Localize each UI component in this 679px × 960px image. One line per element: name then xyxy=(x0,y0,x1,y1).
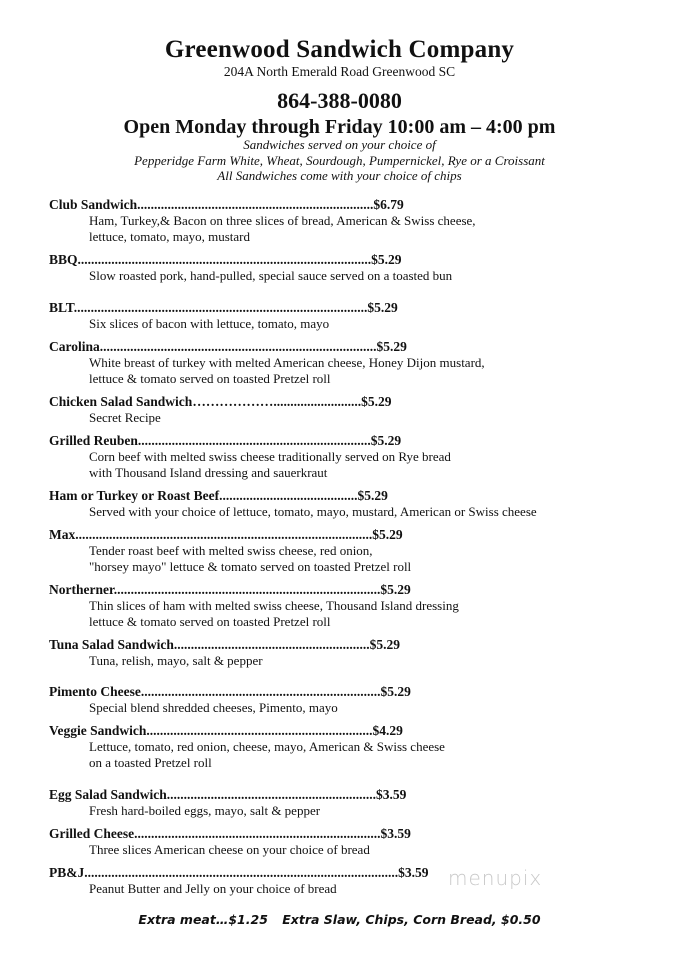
menu-item-header xyxy=(49,825,609,842)
menu-item xyxy=(49,683,609,716)
item-price: $5.29 xyxy=(371,252,402,267)
item-price: $4.29 xyxy=(372,723,403,738)
leader-dots: ......................................... xyxy=(219,488,358,503)
menu-item-header xyxy=(49,786,609,803)
item-name: Northerner xyxy=(49,582,114,597)
item-description: lettuce, tomato, mayo, mustard xyxy=(89,229,251,244)
menu-item-header xyxy=(49,487,609,504)
menu-item xyxy=(49,526,609,575)
phone-number: 864-388-0080 xyxy=(277,88,402,113)
item-name: Club Sandwich xyxy=(49,197,138,212)
restaurant-name: Greenwood Sandwich Company xyxy=(164,36,515,63)
extra-meat-price: Extra meat…$1.25 xyxy=(138,912,268,927)
item-name: Egg Salad Sandwich xyxy=(49,787,167,802)
menu-item xyxy=(49,251,609,284)
opening-hours: Open Monday through Friday 10:00 am – 4:00 pm xyxy=(123,116,556,138)
menu-item-header xyxy=(49,338,609,355)
item-price: $5.29 xyxy=(380,684,411,699)
item-name: Tuna Salad Sandwich xyxy=(49,637,174,652)
leader-dots: .............................................................. xyxy=(166,787,377,802)
item-description: "horsey mayo" lettuce & tomato served on toasted Pretzel roll xyxy=(89,559,412,574)
item-name: BLT xyxy=(49,300,74,315)
menu-item xyxy=(49,487,609,520)
menu-item xyxy=(49,581,609,630)
item-name: PB&J xyxy=(49,865,85,880)
item-price: $5.29 xyxy=(380,582,411,597)
menu-item xyxy=(49,636,609,669)
leader-dots: ............................................................................... xyxy=(113,582,381,597)
item-price: $5.29 xyxy=(357,488,388,503)
item-description: Lettuce, tomato, red onion, cheese, mayo, American & Swiss cheese xyxy=(89,739,445,754)
item-price: $5.29 xyxy=(372,527,403,542)
menu-item-header xyxy=(49,526,609,543)
item-name: Pimento Cheese xyxy=(49,684,141,699)
item-name: Carolina xyxy=(49,339,100,354)
item-price: $5.29 xyxy=(370,433,402,448)
item-description: Thin slices of ham with melted swiss cheese, Thousand Island dressing xyxy=(89,598,459,613)
item-description: with Thousand Island dressing and sauerkraut xyxy=(89,465,328,480)
menu-item-header xyxy=(49,393,609,410)
menu-item-header xyxy=(49,581,609,598)
item-name: Ham or Turkey or Roast Beef xyxy=(49,488,220,503)
item-description: lettuce & tomato served on toasted Pretzel roll xyxy=(89,614,331,629)
item-description: on a toasted Pretzel roll xyxy=(89,755,212,770)
item-name: Grilled Cheese xyxy=(49,826,135,841)
leader-dots: ......................................................................... xyxy=(134,826,381,841)
menu-item xyxy=(49,786,609,819)
item-description: Peanut Butter and Jelly on your choice of bread xyxy=(89,881,337,896)
menu-item-header xyxy=(49,196,609,213)
item-description: Tuna, relish, mayo, salt & pepper xyxy=(89,653,263,668)
menu-item xyxy=(49,196,609,245)
menupix-watermark: menupix xyxy=(448,866,543,890)
leader-dots: ...................................................................... xyxy=(137,197,374,212)
menu-item xyxy=(49,432,609,481)
item-description: Slow roasted pork, hand-pulled, special sauce served on a toasted bun xyxy=(89,268,453,283)
item-price: $3.59 xyxy=(398,865,429,880)
item-description: Served with your choice of lettuce, tomato, mayo, mustard, American or Swiss cheese xyxy=(89,504,537,519)
item-description: Fresh hard-boiled eggs, mayo, salt & pepper xyxy=(89,803,321,818)
item-description: Six slices of bacon with lettuce, tomato, mayo xyxy=(89,316,330,331)
menu-item-header xyxy=(49,432,609,449)
item-name: Veggie Sandwich xyxy=(49,723,147,738)
item-description: Corn beef with melted swiss cheese traditionally served on Rye bread xyxy=(89,449,451,464)
leader-dots: ........................................................................................ xyxy=(75,527,373,542)
intro-line-1: Sandwiches served on your choice of xyxy=(243,137,436,152)
item-price: $3.59 xyxy=(380,826,411,841)
leader-dots: ................................................................... xyxy=(146,723,373,738)
item-price: $5.29 xyxy=(361,394,392,409)
item-description: Ham, Turkey,& Bacon on three slices of bread, American & Swiss cheese, xyxy=(89,213,476,228)
footer-extras xyxy=(0,912,679,927)
menu-item xyxy=(49,299,609,332)
item-description: White breast of turkey with melted American cheese, Honey Dijon mustard, xyxy=(89,355,485,370)
leader-dots: ..................................................................... xyxy=(137,433,371,448)
item-name: Chicken Salad Sandwich xyxy=(49,394,193,409)
leader-dots: ……………….......................... xyxy=(192,394,362,409)
leader-dots: ....................................................................................... xyxy=(73,300,368,315)
item-name: BBQ xyxy=(49,252,78,267)
extra-sides-price: Extra Slaw, Chips, Corn Bread, $0.50 xyxy=(282,912,541,927)
intro-line-3: All Sandwiches come with your choice of chips xyxy=(217,168,462,183)
menu-item xyxy=(49,825,609,858)
intro-line-2: Pepperidge Farm White, Wheat, Sourdough, Pumpernickel, Rye or a Croissant xyxy=(134,153,545,168)
item-price: $5.29 xyxy=(376,339,407,354)
menu-item-header xyxy=(49,251,609,268)
item-description: Special blend shredded cheeses, Pimento, mayo xyxy=(89,700,338,715)
leader-dots: ............................................................................................. xyxy=(84,865,399,880)
restaurant-address: 204A North Emerald Road Greenwood SC xyxy=(223,64,456,79)
menu-item xyxy=(49,393,609,426)
item-price: $5.29 xyxy=(369,637,400,652)
item-name: Max xyxy=(49,527,76,542)
leader-dots: ....................................................................... xyxy=(140,684,381,699)
menu-item xyxy=(49,722,609,771)
item-price: $5.29 xyxy=(367,300,398,315)
menu-item-header xyxy=(49,299,609,316)
item-name: Grilled Reuben xyxy=(49,433,138,448)
item-price: $3.59 xyxy=(376,787,407,802)
item-description: Tender roast beef with melted swiss cheese, red onion, xyxy=(89,543,373,558)
menu-item-header xyxy=(49,683,609,700)
item-price: $6.79 xyxy=(373,197,404,212)
item-description: Secret Recipe xyxy=(89,410,161,425)
leader-dots: .......................................................... xyxy=(173,637,370,652)
menu-item-header xyxy=(49,636,609,653)
leader-dots: ....................................................................................... xyxy=(77,252,372,267)
item-description: lettuce & tomato served on toasted Pretzel roll xyxy=(89,371,331,386)
item-description: Three slices American cheese on your choice of bread xyxy=(89,842,370,857)
menu-item xyxy=(49,338,609,387)
menu-item-header xyxy=(49,722,609,739)
leader-dots: .................................................................................. xyxy=(99,339,377,354)
